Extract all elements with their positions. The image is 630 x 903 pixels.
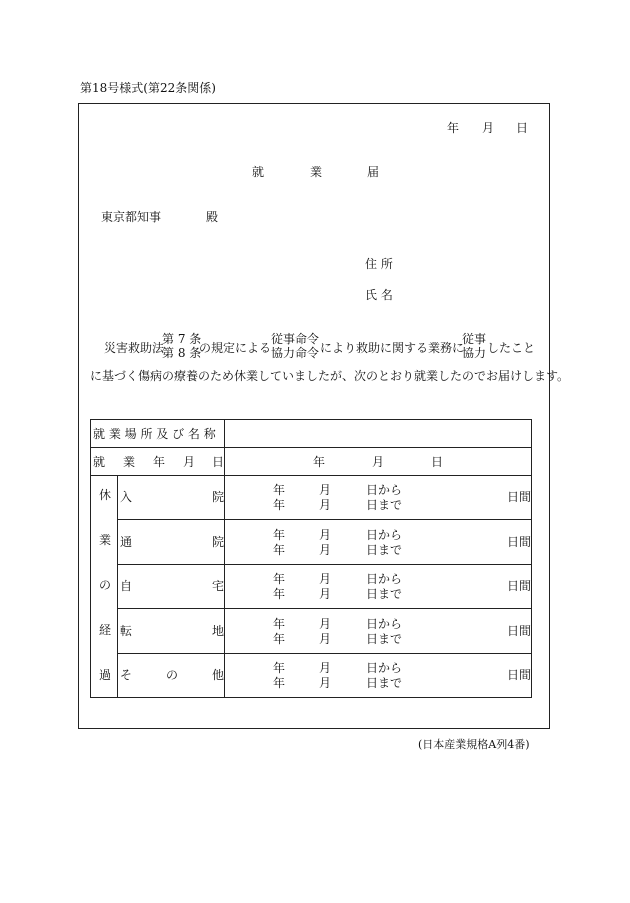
row-type-char: 他	[212, 668, 225, 682]
progress-label-char: 業	[99, 533, 112, 547]
to-month: 月	[319, 498, 332, 512]
statement-line2: に基づく傷病の療養のため休業していましたが、次のとおり就業したのでお届けします。	[90, 369, 570, 383]
title-char: 届	[367, 165, 380, 179]
paper-size-note: (日本産業規格A列4番)	[418, 738, 530, 751]
work-date-label-char: 業	[123, 455, 136, 469]
to-month: 月	[319, 543, 332, 557]
name-label: 氏 名	[365, 288, 393, 302]
to-month: 月	[319, 632, 332, 646]
article-option-7: 第 7 条	[162, 332, 202, 346]
addressee: 東京都知事	[101, 210, 162, 224]
duty-option-engage: 従事	[462, 332, 487, 346]
days-label: 日間	[507, 490, 532, 504]
from-day: 日から	[366, 572, 403, 586]
row-type-char: 転	[120, 624, 133, 638]
row-type-char: 院	[212, 490, 225, 504]
row-type-char: そ	[120, 668, 133, 682]
work-date-month: 月	[372, 455, 385, 469]
to-year: 年	[273, 676, 286, 690]
to-day: 日まで	[366, 498, 403, 512]
from-day: 日から	[366, 617, 403, 631]
to-day: 日まで	[366, 543, 403, 557]
row-type-char: 入	[120, 490, 133, 504]
row-type-char: 通	[120, 535, 133, 549]
to-year: 年	[273, 587, 286, 601]
from-day: 日から	[366, 528, 403, 542]
work-date-label-char: 就	[93, 455, 106, 469]
statement-part4: したこと	[487, 341, 536, 355]
title-char: 就	[252, 165, 265, 179]
progress-table	[90, 419, 532, 698]
to-month: 月	[319, 587, 332, 601]
submission-month-label: 月	[482, 121, 495, 135]
honorific: 殿	[206, 210, 219, 224]
work-date-day: 日	[431, 455, 444, 469]
order-option-cooperation: 協力命令	[271, 346, 320, 360]
duty-options	[462, 332, 486, 360]
progress-label-char: 過	[99, 668, 112, 682]
work-date-label-char: 月	[183, 455, 196, 469]
days-label: 日間	[507, 535, 532, 549]
from-month: 月	[319, 661, 332, 675]
address-label: 住 所	[365, 257, 393, 271]
submission-day-label: 日	[516, 121, 529, 135]
progress-label-char: 休	[99, 488, 112, 502]
duty-option-cooperate: 協力	[462, 346, 487, 360]
row-type-char: 院	[212, 535, 225, 549]
to-month: 月	[319, 676, 332, 690]
from-month: 月	[319, 483, 332, 497]
from-day: 日から	[366, 661, 403, 675]
to-year: 年	[273, 498, 286, 512]
from-day: 日から	[366, 483, 403, 497]
to-day: 日まで	[366, 632, 403, 646]
statement-part1: 災害救助法	[104, 341, 165, 355]
from-month: 月	[319, 528, 332, 542]
days-label: 日間	[507, 668, 532, 682]
from-month: 月	[319, 572, 332, 586]
statement-part2: の規定による	[199, 341, 272, 355]
title-char: 業	[310, 165, 323, 179]
order-options	[271, 332, 319, 360]
to-day: 日まで	[366, 676, 403, 690]
from-year: 年	[273, 661, 286, 675]
to-day: 日まで	[366, 587, 403, 601]
row-type-char: の	[166, 668, 179, 682]
from-year: 年	[273, 572, 286, 586]
progress-label-char: 経	[99, 623, 112, 637]
form-number-label: 第18号様式(第22条関係)	[80, 81, 216, 95]
days-label: 日間	[507, 624, 532, 638]
work-date-year: 年	[313, 455, 326, 469]
row-type-char: 宅	[212, 579, 225, 593]
statement-part3: により救助に関する業務に	[320, 341, 465, 355]
to-year: 年	[273, 632, 286, 646]
from-year: 年	[273, 617, 286, 631]
to-year: 年	[273, 543, 286, 557]
work-date-label-char: 年	[153, 455, 166, 469]
row-type-char: 自	[120, 579, 133, 593]
from-month: 月	[319, 617, 332, 631]
submission-year-label: 年	[447, 121, 460, 135]
row-type-char: 地	[212, 624, 225, 638]
progress-label-char: の	[99, 578, 112, 592]
from-year: 年	[273, 528, 286, 542]
article-options	[162, 332, 201, 360]
order-option-duty: 従事命令	[271, 332, 320, 346]
days-label: 日間	[507, 579, 532, 593]
from-year: 年	[273, 483, 286, 497]
work-date-label-char: 日	[212, 455, 225, 469]
article-option-8: 第 8 条	[162, 346, 202, 360]
workplace-label: 就 業 場 所 及 び 名 称	[93, 427, 216, 441]
